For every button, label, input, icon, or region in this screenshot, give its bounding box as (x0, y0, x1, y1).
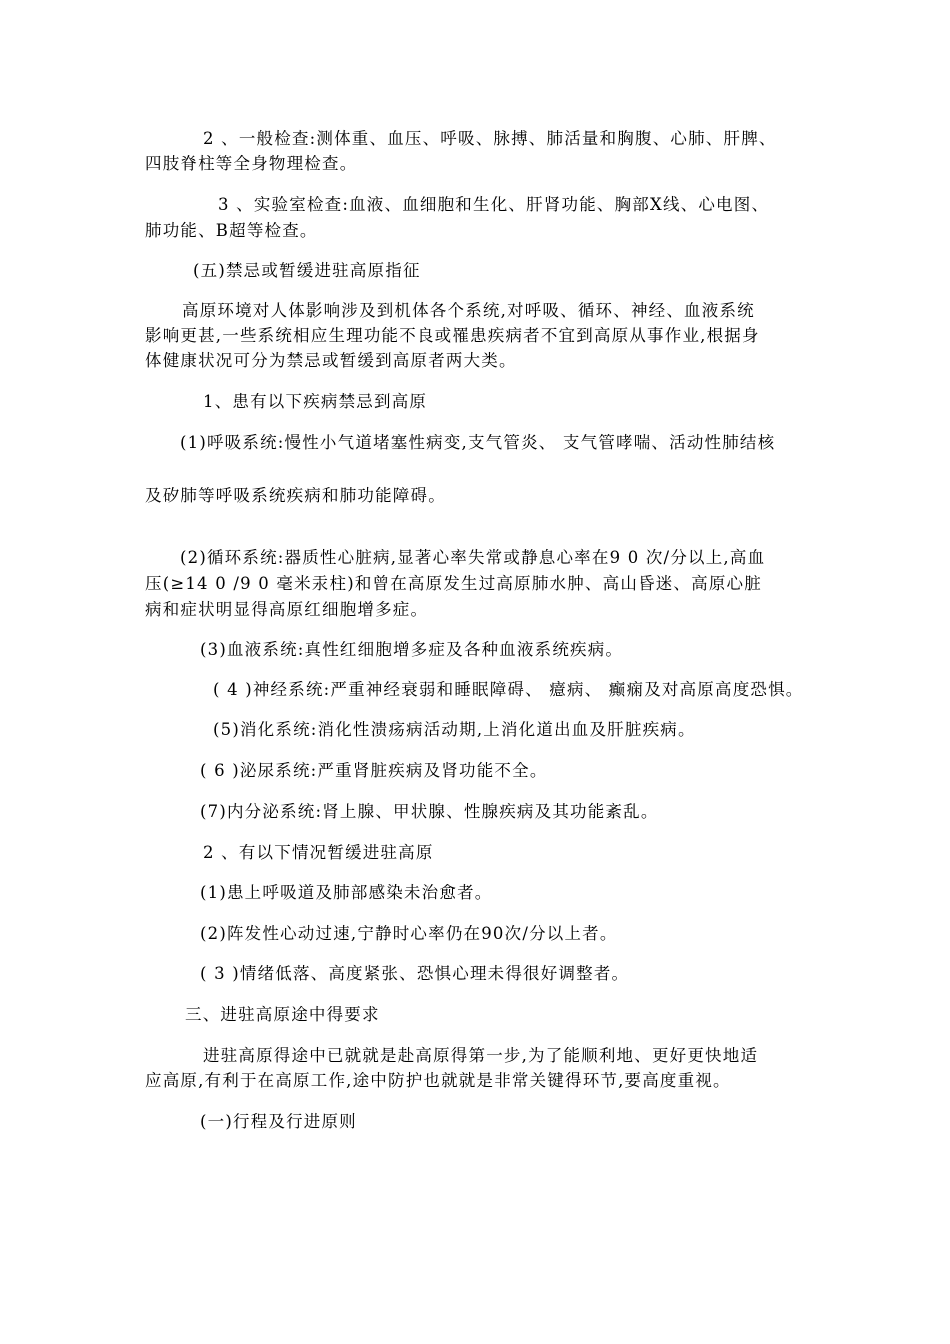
section-heading-travel-requirements: 三、进驻高原途中得要求 (185, 1005, 380, 1024)
subheading-contraindicated-diseases: 1、患有以下疾病禁忌到高原 (203, 392, 428, 411)
item-circulatory-line-1: (2)循环系统:器质性心脏病,显著心率失常或静息心率在9 0 次/分以上,高血 (180, 548, 766, 567)
paragraph-intro-line-2: 影响更甚,一些系统相应生理功能不良或罹患疾病者不宜到高原从事作业,根据身 (145, 326, 760, 345)
paragraph-intro-line-1: 高原环境对人体影响涉及到机体各个系统,对呼吸、循环、神经、血液系统 (182, 301, 755, 320)
item-circulatory-line-3: 病和症状明显得高原红细胞增多症。 (145, 600, 429, 619)
item-tachycardia: (2)阵发性心动过速,宁静时心率仍在90次/分以上者。 (200, 924, 618, 943)
item-respiratory-line-1: (1)呼吸系统:慢性小气道堵塞性病变,支气管炎、 支气管哮喘、活动性肺结核 (180, 433, 776, 452)
item-emotional-state: ( 3 )情绪低落、高度紧张、恐惧心理未得很好调整者。 (200, 964, 630, 983)
paragraph-intro-line-3: 体健康状况可分为禁忌或暂缓到高原者两大类。 (145, 351, 517, 370)
paragraph-general-exam-line-2: 四肢脊柱等全身物理检查。 (145, 154, 358, 173)
item-circulatory-line-2: 压(≥14 0 /9 0 毫米汞柱)和曾在高原发生过高原肺水肿、高山昏迷、高原心脏 (145, 574, 762, 593)
paragraph-travel-line-1: 进驻高原得途中已就就是赴高原得第一步,为了能顺利地、更好更快地适 (203, 1046, 759, 1065)
paragraph-lab-exam-line-1: 3 、实验室检查:血液、血细胞和生化、肝肾功能、胸部X线、心电图、 (218, 195, 770, 214)
paragraph-lab-exam-line-2: 肺功能、B超等检查。 (145, 221, 318, 240)
subheading-itinerary-principles: (一)行程及行进原则 (200, 1112, 357, 1131)
subheading-postpone-conditions: 2 、有以下情况暂缓进驻高原 (203, 843, 434, 862)
paragraph-general-exam-line-1: 2 、一般检查:测体重、血压、呼吸、脉搏、肺活量和胸腹、心肺、肝脾、 (203, 129, 777, 148)
item-endocrine: (7)内分泌系统:肾上腺、甲状腺、性腺疾病及其功能紊乱。 (200, 802, 659, 821)
item-nervous: ( 4 )神经系统:严重神经衰弱和睡眠障碍、 癔病、 癫痫及对高原高度恐惧。 (213, 680, 804, 699)
item-respiratory-infection: (1)患上呼吸道及肺部感染未治愈者。 (200, 883, 493, 902)
section-heading-contraindications: (五)禁忌或暂缓进驻高原指征 (193, 261, 421, 280)
item-urinary: ( 6 )泌尿系统:严重肾脏疾病及肾功能不全。 (200, 761, 548, 780)
item-digestive: (5)消化系统:消化性溃疡病活动期,上消化道出血及肝脏疾病。 (213, 720, 696, 739)
item-respiratory-line-2: 及矽肺等呼吸系统疾病和肺功能障碍。 (145, 486, 446, 505)
item-blood: (3)血液系统:真性红细胞增多症及各种血液系统疾病。 (200, 640, 624, 659)
paragraph-travel-line-2: 应高原,有利于在高原工作,途中防护也就就是非常关键得环节,要高度重视。 (145, 1071, 731, 1090)
